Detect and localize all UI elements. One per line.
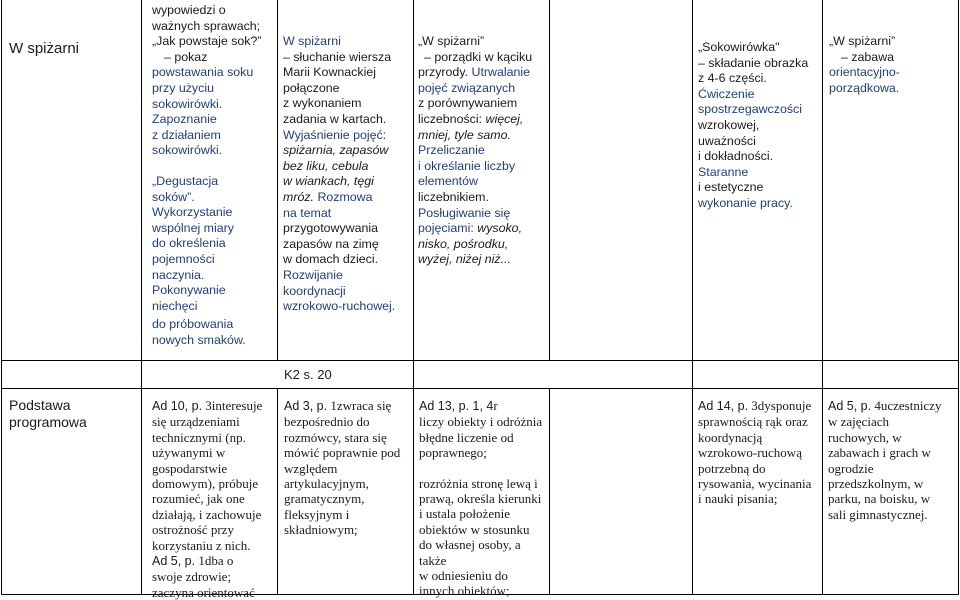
text-line: powstawania soku (152, 65, 254, 80)
text-line: parku, na boisku, w (828, 491, 931, 507)
row-title (9, 397, 87, 431)
text-line (152, 553, 276, 569)
text-line: Posługiwanie się (418, 205, 511, 220)
text-line: gospodarstwie (152, 460, 228, 476)
text-part: wysoko, (477, 221, 523, 236)
grid-line (549, 388, 550, 595)
text-part: mróz. (283, 189, 314, 204)
text-line: połączone (283, 80, 340, 95)
text-line: fleksyjnym i (284, 506, 350, 522)
text-line: obiektów w stosunku (419, 521, 530, 537)
text-line: elementów (418, 174, 478, 189)
text-line (283, 190, 411, 206)
curriculum-cell-5 (828, 398, 958, 522)
text-line: wzrokowo-ruchowej. (283, 299, 396, 314)
text-line: wzrokowo-ruchową (698, 445, 802, 461)
text-part: Ad 10, p. (152, 399, 203, 413)
curriculum-cell-3 (419, 398, 549, 599)
text-line: bez liku, cebula (283, 158, 369, 173)
text-line: porządkowa. (829, 80, 900, 95)
text-line: liczebnikiem. (418, 189, 489, 204)
text-line: poprawnego; (419, 445, 487, 461)
text-line: w wiankach, tęgi (283, 174, 374, 189)
text-line: rozróżnia stronę lewą i (419, 475, 538, 491)
text-line: – zabawa (841, 49, 895, 64)
text-part: przyrody. (418, 65, 469, 80)
text-part: pojęciami: (418, 221, 474, 236)
text-line (418, 221, 548, 237)
text-line: mówić poprawnie pod (284, 445, 401, 461)
text-line: wzrokowej, (698, 117, 760, 132)
curriculum-cell-4 (698, 398, 822, 507)
text-line: Przeliczanie (418, 143, 485, 158)
text-line (418, 112, 548, 128)
text-line: bezpośrednio do (284, 414, 370, 430)
grid-line (692, 0, 693, 595)
text-line: W spiżarni (283, 34, 341, 48)
text-line: z działaniem (152, 127, 221, 142)
text-line (418, 65, 548, 81)
text-line: liczy obiekty i odróżnia (419, 414, 543, 430)
text-line: sokowirówki. (152, 143, 223, 158)
text-line: spostrzegawczości (698, 102, 802, 117)
text-line: – słuchanie wiersza (283, 49, 392, 64)
grid-line (822, 0, 823, 595)
text-part: Ad 14, p. (698, 399, 749, 413)
text-part: r (493, 398, 498, 413)
text-line (698, 398, 822, 414)
text-line: koordynacją (698, 429, 763, 445)
text-line: korzystaniu z nich. (152, 537, 251, 553)
text-line (284, 398, 412, 414)
text-line: – porządki w kąciku (424, 49, 533, 64)
text-line: względem (284, 460, 338, 476)
text-line: naczynia. (152, 267, 205, 282)
text-line: i nauki pisania; (698, 491, 778, 507)
text-part: więcej, (485, 111, 524, 126)
text-line: rozmówcy, stara się (284, 429, 387, 445)
text-line: swoje zdrowie; (152, 569, 232, 585)
text-line: nowych smaków. (152, 332, 246, 347)
text-line: także (419, 552, 447, 568)
text-part: 3dysponuje (751, 398, 812, 413)
text-line: technicznymi (np. (152, 429, 246, 445)
grid-line (277, 388, 278, 595)
text-line: zabawach i grach w (828, 445, 931, 461)
text-line: prawą, określa kierunki (419, 491, 542, 507)
text-part: Utrwalanie (471, 65, 531, 80)
text-line: domowym), próbuje (152, 476, 259, 492)
grid-line (1, 388, 959, 389)
text-line: sokowirówki. (152, 96, 223, 111)
text-line: nisko, pośrodku, (418, 236, 509, 251)
text-line: „Jak powstaje sok?” (152, 34, 262, 49)
text-line: i estetyczne (698, 180, 764, 195)
text-line: do próbowania (152, 317, 234, 332)
text-line: „Sokowirówka" (698, 40, 780, 54)
row-title: W spiżarni (9, 40, 80, 57)
text-line: wyżej, niżej niż... (418, 252, 511, 267)
text-line: błędne liczenie od (419, 429, 514, 445)
text-line: zadania w kartach. (283, 111, 387, 126)
text-part: Ad 5, p. (152, 554, 196, 569)
activity-cell-puzzle (698, 40, 820, 212)
text-line: artykulacyjnym, (284, 476, 369, 492)
text-line: orientacyjno- (829, 65, 900, 80)
text-line: pojęć związanych (418, 80, 516, 95)
text-line: Podstawa (9, 397, 71, 413)
text-line (152, 398, 276, 414)
text-line: spiżarnia, zapasów (283, 143, 389, 158)
text-line: sprawnością rąk oraz (698, 414, 808, 430)
text-line: ważnych sprawach; (152, 18, 261, 33)
grid-line (277, 0, 278, 360)
text-line: „Degustacja (152, 173, 219, 188)
text-line: rozumieć, jak one (152, 491, 245, 507)
activity-cell-nature-corner (418, 34, 548, 268)
text-line: rysowania, wycinania (698, 476, 812, 492)
text-line: zapasów na zimę (283, 236, 379, 251)
text-line: sali gimnastycznej. (828, 506, 928, 522)
text-line: i określanie liczby (418, 158, 516, 173)
text-line: „W spiżarni” (829, 34, 896, 48)
grid-line (549, 0, 550, 360)
text-line: gramatycznym, (284, 491, 365, 507)
text-line: na temat (283, 205, 332, 220)
text-line: przy użyciu (152, 80, 214, 95)
text-line: soków”. (152, 189, 195, 204)
text-line: Marii Kownackiej (283, 65, 376, 80)
text-line: – pokaz (164, 49, 208, 64)
text-line: w zajęciach (828, 414, 889, 430)
text-line: pojemności (152, 251, 215, 266)
text-line: Zapoznanie (152, 112, 217, 127)
text-line: się urządzeniami (152, 414, 240, 430)
text-part: Ad 3, p. (284, 399, 328, 413)
text-line: programowa (9, 414, 87, 430)
text-line: Wykorzystanie (152, 205, 233, 220)
text-line: z porównywaniem (418, 96, 518, 111)
grid-line (1, 360, 959, 361)
text-line: z wykonaniem (283, 96, 362, 111)
grid-line (141, 0, 142, 595)
text-line: przedszkolnym, w (828, 476, 924, 492)
text-part: 1zwraca się (330, 398, 392, 413)
text-line: Pokonywanie (152, 283, 226, 298)
text-part: Rozmowa (317, 189, 373, 204)
text-line: ostrożność przy (152, 522, 234, 538)
activity-cell-game (829, 34, 955, 96)
text-part: Ad 5, p. (828, 399, 872, 413)
text-line: wykonanie pracy. (698, 195, 793, 210)
activity-cell-poem (283, 34, 411, 315)
text-line: i ustala położenie (419, 506, 510, 522)
text-line (419, 398, 549, 414)
text-line (828, 398, 958, 414)
text-line: z 4-6 części. (698, 71, 767, 86)
curriculum-cell-1 (152, 398, 276, 600)
activity-cell-juice (152, 3, 274, 348)
text-line: – składanie obrazka (698, 55, 809, 70)
text-line: działają, i zachowuje (152, 506, 262, 522)
text-part: Ad 13, p. 1, 4 (419, 399, 494, 413)
text-line: mniej, tyle samo. (418, 127, 511, 142)
text-line: potrzebną do (698, 460, 766, 476)
text-line: do określenia (152, 236, 226, 251)
text-line: Ćwiczenie (698, 86, 755, 101)
text-line: wypowiedzi o (152, 3, 226, 17)
text-line: składniowym; (284, 522, 358, 538)
text-line: do własnej osoby, a (419, 537, 521, 553)
text-line: Staranne (698, 164, 749, 179)
text-line: ruchowych, w (828, 429, 902, 445)
workbook-reference: K2 s. 20 (284, 367, 332, 382)
text-part: liczebności: (418, 111, 483, 126)
text-line: ogrodzie (828, 460, 874, 476)
text-part: 1dba o (198, 553, 234, 569)
text-line: wspólnej miary (152, 220, 234, 235)
text-line: innych obiektów; (419, 583, 510, 599)
text-line: używanymi w (152, 445, 226, 461)
text-part: 4uczestniczy (874, 398, 942, 413)
text-part: 3interesuje (205, 398, 263, 413)
curriculum-cell-2 (284, 398, 412, 538)
text-line: uważności (698, 133, 756, 148)
text-line: Rozwijanie (283, 267, 343, 282)
grid-line (1, 0, 2, 595)
text-line: w domach dzieci. (283, 252, 379, 267)
text-line: Wyjaśnienie pojęć: (283, 127, 387, 142)
text-line: w odniesieniu do (419, 568, 508, 584)
text-line: przygotowywania (283, 221, 379, 236)
grid-line (958, 0, 959, 595)
text-line: i dokładności. (698, 149, 774, 164)
text-line: koordynacji (283, 283, 346, 298)
text-line: niechęci (152, 298, 198, 313)
text-line: „W spiżarni” (418, 34, 485, 48)
text-line: zaczyna orientować (152, 584, 255, 600)
grid-line (413, 0, 414, 595)
